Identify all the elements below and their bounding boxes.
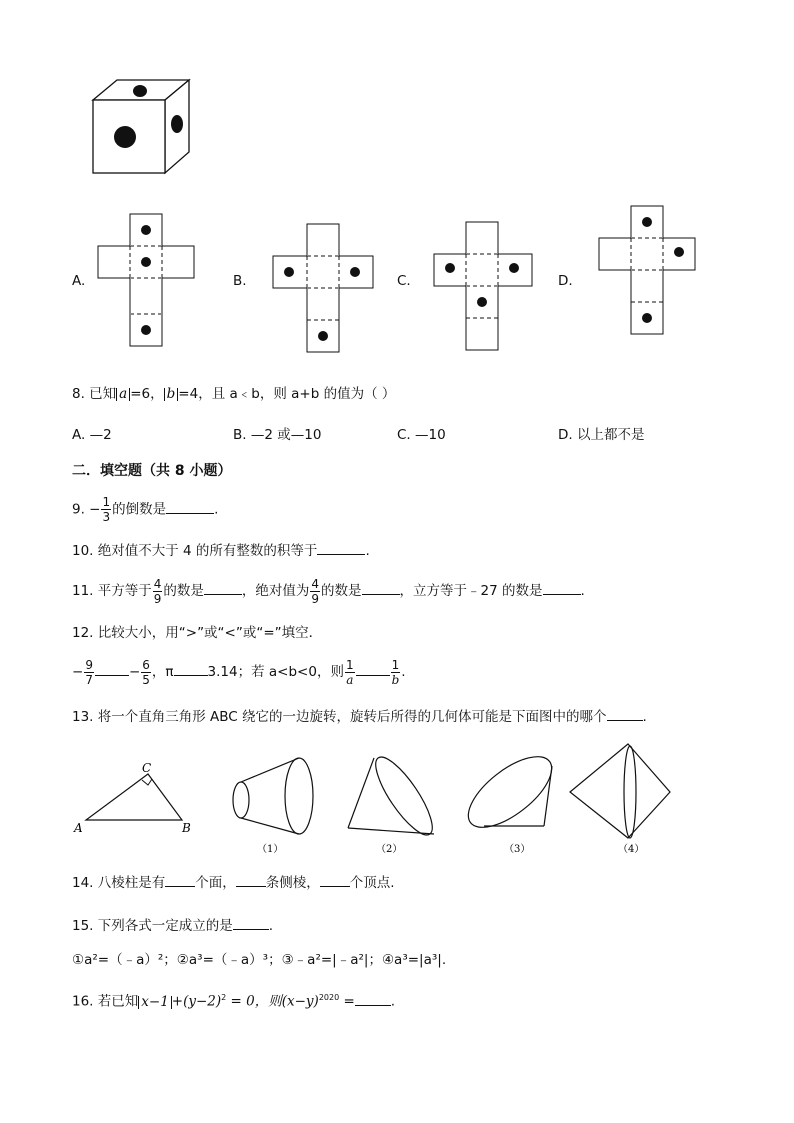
net-option-a xyxy=(96,212,198,348)
answer-blank[interactable] xyxy=(543,581,581,595)
section-2-title: 二．填空题（共 8 小题） xyxy=(72,463,232,479)
solid-figure-1-frustum xyxy=(225,752,325,856)
solid-figure-3-cone xyxy=(460,752,570,856)
answer-blank[interactable] xyxy=(320,873,350,887)
question-8-option-b: B. —2 或—10 xyxy=(233,427,322,443)
question-13-stem: 13. 将一个直角三角形 ABC 绕它的一边旋转，旋转后所得的几何体可能是下面图中的哪个 . xyxy=(72,709,647,725)
question-12-body: − $\frac{9}{7}$ − $\frac{6}{5}$ ，π 3.14；若 a<b<0，则 $\frac{1}{a}$ $\frac{1}{b}$ . xyxy=(72,657,406,687)
question-8-option-c: C. —10 xyxy=(397,427,446,443)
question-8-stem: 8. 已知 a =6， b =4，且 a﹤b，则 a+b 的值为（ ） xyxy=(72,386,396,402)
question-10: 10. 绝对值不大于 4 的所有整数的积等于 . xyxy=(72,543,370,559)
answer-blank[interactable] xyxy=(356,662,390,676)
question-14: 14. 八棱柱是有 个面， 条侧棱， 个顶点. xyxy=(72,875,395,891)
net-option-b xyxy=(271,222,375,356)
option-a-label: A. xyxy=(72,273,86,289)
answer-blank[interactable] xyxy=(362,581,400,595)
question-11: 11. 平方等于 $\frac{4}{9}$ 的数是 ，绝对值为 $\frac{4}{9}$ 的数是 ，立方等于﹣27 的数是 . xyxy=(72,576,585,606)
question-8-option-d: D. 以上都不是 xyxy=(558,427,645,443)
answer-blank[interactable] xyxy=(166,500,214,514)
option-c-label: C. xyxy=(397,273,411,289)
question-16: 16. 若已知 $x-1 +(y-2)^2 = 0$，则$(x-y)^{2020}$ = . xyxy=(72,993,396,1010)
answer-blank[interactable] xyxy=(607,707,643,721)
answer-blank[interactable] xyxy=(165,873,195,887)
question-8-option-a: A. —2 xyxy=(72,427,112,443)
label-c: C xyxy=(142,761,152,775)
right-triangle-abc xyxy=(72,760,200,838)
net-option-d xyxy=(597,204,699,338)
figure-2-label: （2） xyxy=(376,844,403,855)
question-15-items: ①a²=（﹣a）²；②a³=（﹣a）³；③﹣a²=|﹣a²|；④a³=|a³|. xyxy=(72,952,447,968)
question-12-stem: 12. 比较大小，用“>”或“<”或“=”填空． xyxy=(72,625,323,641)
solid-figure-4-double-cone xyxy=(568,740,674,856)
answer-blank[interactable] xyxy=(236,873,266,887)
answer-blank[interactable] xyxy=(95,662,129,676)
answer-blank[interactable] xyxy=(317,541,365,555)
answer-blank[interactable] xyxy=(174,662,208,676)
question-15-stem: 15. 下列各式一定成立的是 . xyxy=(72,918,274,934)
answer-blank[interactable] xyxy=(204,581,242,595)
answer-blank[interactable] xyxy=(355,992,391,1006)
label-b: B xyxy=(182,821,191,835)
solid-figure-2-cone xyxy=(344,752,444,856)
label-a: A xyxy=(74,821,83,835)
option-b-label: B. xyxy=(233,273,247,289)
figure-3-label: （3） xyxy=(504,844,531,855)
option-d-label: D. xyxy=(558,273,573,289)
figure-1-label: （1） xyxy=(257,844,284,855)
question-9: 9. − $\frac{1}{3}$ 的倒数是 . xyxy=(72,495,219,524)
cube-figure xyxy=(85,72,195,182)
net-option-c xyxy=(432,220,534,354)
answer-blank[interactable] xyxy=(233,916,269,930)
figure-4-label: （4） xyxy=(618,844,645,855)
